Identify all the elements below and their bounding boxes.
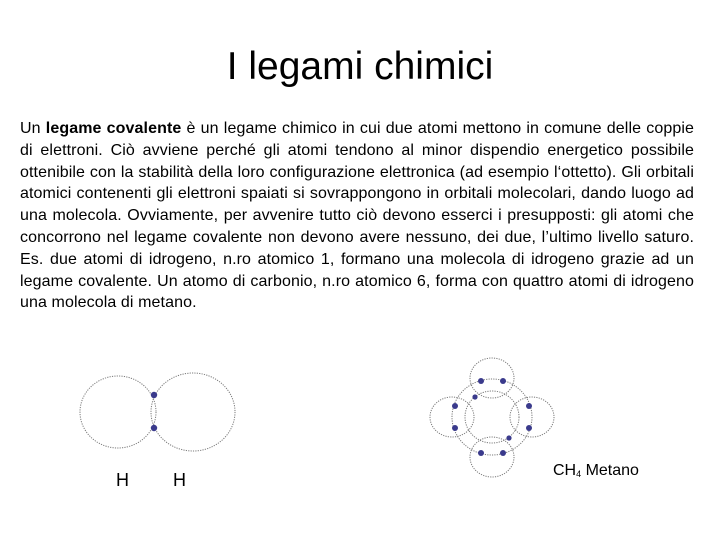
electron bbox=[526, 425, 532, 431]
slide-title: I legami chimici bbox=[226, 45, 494, 88]
electron bbox=[151, 425, 157, 431]
methane-caption bbox=[553, 462, 639, 480]
formula-subscript: 4 bbox=[576, 469, 582, 479]
electron bbox=[472, 394, 477, 399]
formula-main: CH bbox=[553, 462, 577, 479]
h-orbital-left bbox=[80, 376, 156, 448]
electron bbox=[526, 403, 532, 409]
electron bbox=[478, 378, 484, 384]
h-orbital-right bbox=[151, 373, 235, 451]
atom-label-h-right: H bbox=[173, 470, 186, 490]
electron bbox=[151, 392, 157, 398]
carbon-outer-shell bbox=[452, 379, 532, 455]
electron bbox=[506, 435, 511, 440]
h-orbital-top bbox=[470, 358, 514, 398]
electron bbox=[500, 378, 506, 384]
paragraph-intro: Un bbox=[20, 120, 46, 137]
electron bbox=[478, 450, 484, 456]
electron bbox=[452, 403, 458, 409]
h-orbital-left bbox=[430, 397, 474, 437]
paragraph-rest: è un legame chimico in cui due atomi mettono in comune delle coppie di elettroni. Ciò avviene perché gli atomi tendono al minor dispendio energetico possibile ottenibile con la stabilità della loro configurazione elettronica (ad esempio l‘ottetto). Gli orbitali atomici contenenti gli elettroni spaiati si sovrappongono in orbitali molecolari, dando luogo ad una molecola. Ovviamente, per avvenire tutto ciò devono esserci i presupposti: gli atomi che concorrono nel legame covalente non devono avere nessuno, dei due, l’ultimo livello saturo. Es. due atomi di idrogeno, n.ro atomico 1, formano una molecola di idrogeno grazie ad un legame covalente. Un atomo di carbonio, n.ro atomico 6, forma con quattro atomi di idrogeno una molecola di metano. bbox=[20, 120, 694, 312]
paragraph-term: legame covalente bbox=[45, 120, 182, 137]
shared-electron-pair bbox=[151, 392, 157, 431]
molecule-name: Metano bbox=[581, 462, 639, 479]
atom-label-h-left: H bbox=[116, 470, 129, 490]
electron bbox=[452, 425, 458, 431]
electron bbox=[500, 450, 506, 456]
carbon-inner-shell bbox=[465, 391, 519, 443]
ch4-molecule-diagram bbox=[430, 358, 554, 477]
